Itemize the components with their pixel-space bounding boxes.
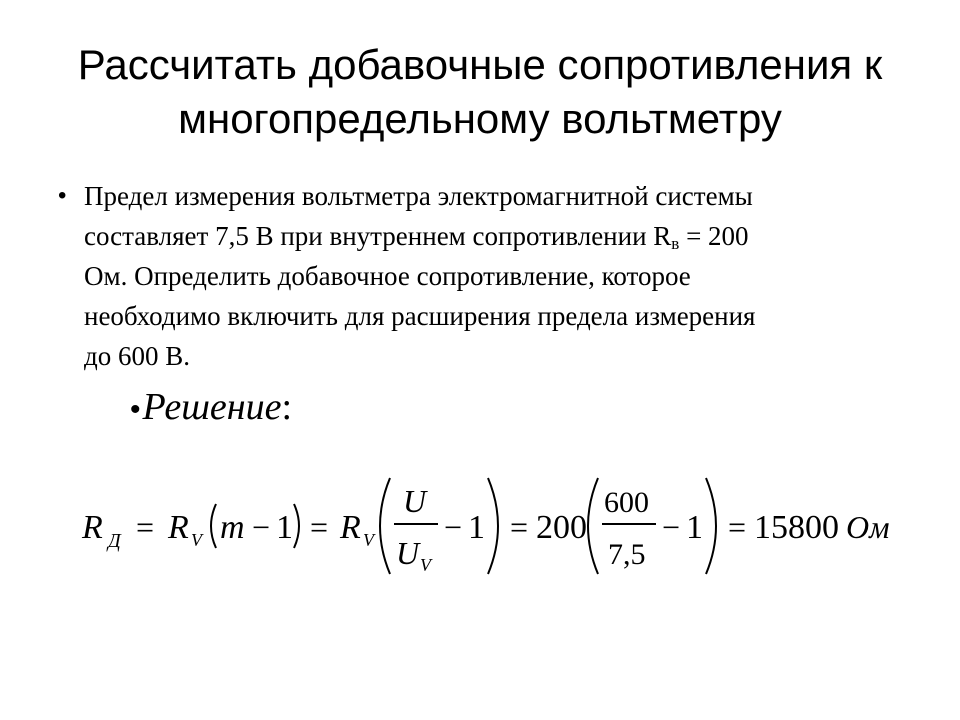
paren-close-1 <box>294 504 299 548</box>
formula-eq-4: = <box>728 509 747 545</box>
formula <box>70 470 910 590</box>
paren-open-2 <box>380 478 390 574</box>
problem-line-2 <box>84 216 755 256</box>
slide-title <box>30 38 930 146</box>
formula-sub-v-2: V <box>363 530 374 550</box>
formula-eq-2: = <box>310 509 329 545</box>
formula-sub-v-3: V <box>420 555 431 575</box>
formula-m: m <box>220 509 245 546</box>
formula-minus-2: − <box>444 509 463 545</box>
problem-line-1: Предел измерения вольтметра электромагнитной системы <box>84 181 753 211</box>
formula-200: 200 <box>536 509 587 546</box>
bullet-icon: • <box>58 182 67 209</box>
paren-open-1 <box>211 504 216 548</box>
slide-title-line-2: многопредельному вольтметру <box>178 95 782 142</box>
formula-sub-d: Д <box>108 530 121 552</box>
problem-line-4: необходимо включить для расширения предела измерения <box>84 301 756 331</box>
formula-one-3: 1 <box>686 509 703 546</box>
problem-statement <box>58 176 908 376</box>
formula-u-v: U <box>396 535 420 571</box>
formula-eq-1: = <box>136 509 155 545</box>
problem-line-2-text: составляет 7,5 В при внутреннем сопротивлении R <box>84 221 672 251</box>
formula-r-d: R <box>82 509 103 546</box>
solution-heading <box>130 382 292 435</box>
formula-7-5: 7,5 <box>608 538 646 571</box>
paren-close-2 <box>488 478 498 574</box>
formula-one-2: 1 <box>468 509 485 546</box>
formula-u: U <box>403 483 427 519</box>
formula-minus-1: − <box>252 509 271 545</box>
formula-unit: Ом <box>846 509 890 545</box>
problem-text <box>84 176 755 376</box>
problem-line-3: Ом. Определить добавочное сопротивление, которое <box>84 261 691 291</box>
paren-close-3 <box>706 478 716 574</box>
paren-open-3 <box>588 478 598 574</box>
resistance-subscript: в <box>671 234 680 253</box>
formula-eq-3: = <box>510 509 529 545</box>
solution-label: Решение <box>142 386 282 428</box>
formula-600: 600 <box>604 486 649 519</box>
formula-r-v-1: R <box>168 509 189 546</box>
problem-line-5: до 600 В. <box>84 341 190 371</box>
formula-result: 15800 <box>754 509 839 546</box>
solution-colon: : <box>281 386 293 428</box>
formula-minus-3: − <box>662 509 681 545</box>
formula-r-v-2: R <box>340 509 361 546</box>
formula-sub-v-1: V <box>191 530 202 550</box>
formula-one-1: 1 <box>276 509 293 546</box>
slide-title-line-1: Рассчитать добавочные сопротивления к <box>77 41 883 88</box>
problem-line-2-end: = 200 <box>679 221 749 251</box>
solution-bullet-icon: • <box>130 393 141 426</box>
